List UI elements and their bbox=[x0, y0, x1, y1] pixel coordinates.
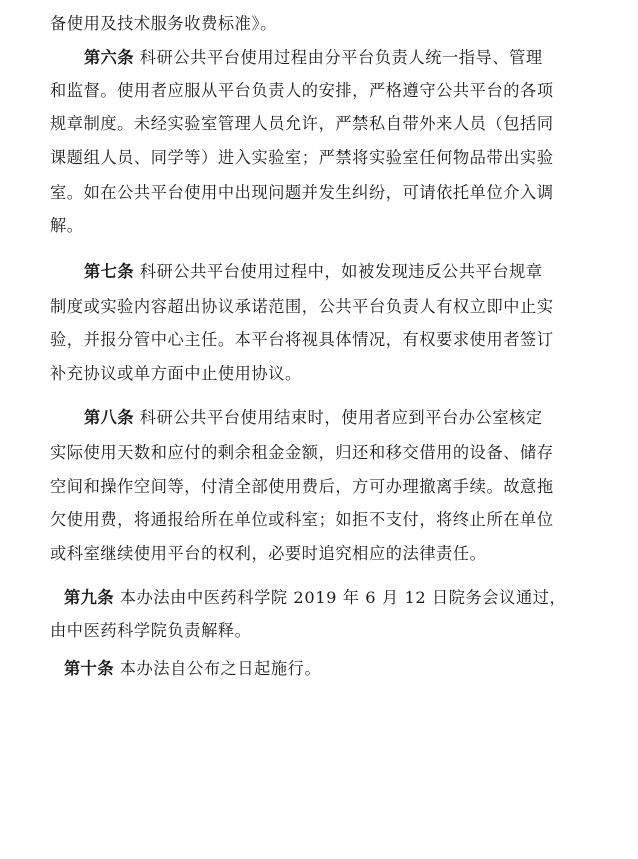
article-7-line-2 bbox=[50, 297, 590, 317]
article-7-heading: 第七条 bbox=[84, 262, 135, 281]
article-8-line-1 bbox=[84, 408, 624, 428]
paragraph-text: 欠使用费，将通报给所在单位或科室；如拒不支付，将终止所在单位 bbox=[50, 510, 554, 529]
article-10-line-1 bbox=[64, 659, 604, 679]
article-6-line-3 bbox=[50, 114, 590, 134]
article-8-heading: 第八条 bbox=[84, 408, 135, 427]
article-6-heading: 第六条 bbox=[84, 48, 135, 67]
paragraph-text: 补充协议或单方面中止使用协议。 bbox=[50, 364, 302, 383]
paragraph-text: 规章制度。未经实验室管理人员允许，严禁私自带外来人员（包括同 bbox=[50, 114, 554, 133]
article-9-line-2 bbox=[50, 621, 590, 641]
paragraph-text: 解。 bbox=[50, 216, 84, 235]
article-8-line-5 bbox=[50, 544, 590, 564]
article-7-line-3 bbox=[50, 330, 590, 350]
paragraph-text: 制度或实验内容超出协议承诺范围，公共平台负责人有权立即中止实 bbox=[50, 297, 554, 316]
intro-tail-line bbox=[50, 14, 590, 34]
paragraph-text: 空间和操作空间等，付清全部使用费后，方可办理撤离手续。故意拖 bbox=[50, 477, 554, 496]
paragraph-text: 实际使用天数和应付的剩余租金金额，归还和移交借用的设备、储存 bbox=[50, 443, 554, 462]
article-9-line-1 bbox=[64, 588, 604, 608]
article-7-line-1 bbox=[84, 262, 624, 282]
paragraph-text: 科研公共平台使用过程由分平台负责人统一指导、管理 bbox=[134, 48, 543, 67]
paragraph-text: 本办法由中医药科学院 2019 年 6 月 12 日院务会议通过， bbox=[114, 588, 567, 607]
paragraph-text: 验，并报分管中心主任。本平台将视具体情况，有权要求使用者签订 bbox=[50, 330, 554, 349]
paragraph-text: 室。如在公共平台使用中出现问题并发生纠纷，可请依托单位介入调 bbox=[50, 183, 554, 202]
paragraph-text: 科研公共平台使用结束时，使用者应到平台办公室核定 bbox=[134, 408, 543, 427]
article-8-line-4 bbox=[50, 510, 590, 530]
paragraph-text: 科研公共平台使用过程中，如被发现违反公共平台规章 bbox=[134, 262, 543, 281]
article-10-heading: 第十条 bbox=[64, 659, 115, 678]
article-6-line-6 bbox=[50, 216, 590, 236]
article-6-line-2 bbox=[50, 81, 590, 101]
paragraph-text: 课题组人员、同学等）进入实验室；严禁将实验室任何物品带出实验 bbox=[50, 148, 554, 167]
paragraph-text: 和监督。使用者应服从平台负责人的安排，严格遵守公共平台的各项 bbox=[50, 81, 554, 100]
article-6-line-4 bbox=[50, 148, 590, 168]
article-9-heading: 第九条 bbox=[64, 588, 115, 607]
paragraph-text: 备使用及技术服务收费标准》。 bbox=[50, 14, 277, 33]
article-6-line-5 bbox=[50, 183, 590, 203]
article-6-line-1 bbox=[84, 48, 624, 68]
article-8-line-2 bbox=[50, 443, 590, 463]
article-7-line-4 bbox=[50, 364, 590, 384]
paragraph-text: 本办法自公布之日起施行。 bbox=[114, 659, 322, 678]
paragraph-text: 或科室继续使用平台的权利，必要时追究相应的法律责任。 bbox=[50, 544, 487, 563]
article-8-line-3 bbox=[50, 477, 590, 497]
paragraph-text: 由中医药科学院负责解释。 bbox=[50, 621, 252, 640]
